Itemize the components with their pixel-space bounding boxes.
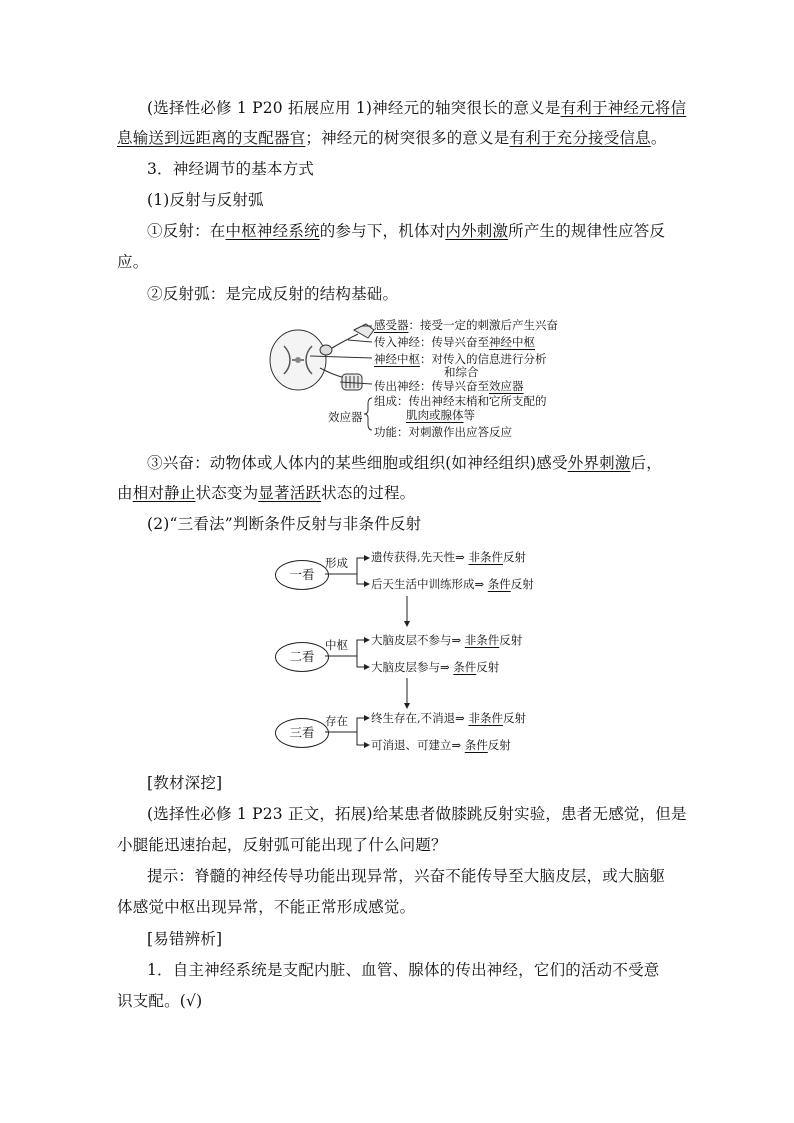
answer: 非条件 bbox=[468, 711, 503, 725]
text: 大脑皮层不参与⇒ bbox=[371, 633, 465, 647]
answer: 肌肉或腺体 bbox=[406, 408, 464, 422]
answer: 有利于充分接受信息 bbox=[509, 129, 651, 147]
reflex-def-line2: 应。 bbox=[117, 253, 149, 271]
text: 遗传获得,先天性⇒ bbox=[371, 550, 469, 564]
afferent-label bbox=[374, 335, 535, 349]
section-heading: 3．神经调节的基本方式 bbox=[147, 160, 315, 178]
three-look-flowchart bbox=[273, 540, 563, 762]
text: 终生存在,不消退⇒ bbox=[371, 711, 469, 725]
text: 传入神经：传导兴奋至 bbox=[374, 335, 489, 349]
text: 等 bbox=[463, 408, 475, 422]
error-analysis-heading: [易错辨析] bbox=[147, 930, 223, 948]
deep-dive-heading: [教材深挖] bbox=[147, 774, 223, 792]
answer: 神经中枢 bbox=[489, 335, 535, 349]
text: 由 bbox=[117, 484, 133, 502]
text: 传出神经：传导兴奋至 bbox=[374, 379, 489, 393]
text: 。 bbox=[650, 129, 667, 147]
look-three-row-a bbox=[371, 711, 526, 725]
look-one-row-b bbox=[371, 577, 534, 591]
efferent-label bbox=[374, 379, 524, 393]
effector-label: 效应器 bbox=[328, 410, 363, 424]
text: 状态变为 bbox=[195, 484, 259, 502]
text: ③兴奋：动物体或人体内的某些细胞或组织(如神经组织)感受 bbox=[147, 454, 568, 472]
look-three-ellipse: 三看 bbox=[275, 718, 329, 748]
three-look-heading: (2)“三看法”判断条件反射与非条件反射 bbox=[147, 515, 422, 533]
look-three-row-b bbox=[371, 738, 511, 752]
error-item-1-line2: 识支配。(√) bbox=[117, 992, 203, 1010]
look-one-label: 形成 bbox=[325, 556, 348, 570]
sub-heading: (1)反射与反射弧 bbox=[147, 191, 264, 209]
text: 后天生活中训练形成⇒ bbox=[371, 577, 488, 591]
look-two-row-a bbox=[371, 633, 522, 647]
hint-line2: 体感觉中枢出现异常，不能正常形成感觉。 bbox=[117, 898, 416, 916]
answer: 效应器 bbox=[489, 379, 524, 393]
deep-dive-line2: 小腿能迅速抬起，反射弧可能出现了什么问题？ bbox=[117, 836, 447, 854]
axon-meaning-line1 bbox=[147, 97, 686, 119]
text: 反射 bbox=[476, 660, 500, 674]
text: (选择性必修 1 P20 拓展应用 1)神经元的轴突很长的意义是 bbox=[147, 99, 561, 117]
text: 反射 bbox=[502, 550, 526, 564]
text: 大脑皮层参与⇒ bbox=[371, 660, 454, 674]
answer: 外界刺激 bbox=[567, 454, 631, 472]
answer: 中枢神经系统 bbox=[225, 222, 320, 240]
answer: 非条件 bbox=[468, 550, 503, 564]
look-one-ellipse: 一看 bbox=[275, 560, 329, 590]
center-label-2: 和综合 bbox=[444, 365, 479, 379]
look-one-row-a bbox=[371, 550, 526, 564]
text: 反射 bbox=[499, 633, 523, 647]
answer: 相对静止 bbox=[132, 484, 196, 502]
center-label bbox=[374, 352, 547, 366]
text: ①反射：在 bbox=[147, 222, 226, 240]
receptor-label bbox=[374, 318, 558, 332]
text: 后， bbox=[630, 454, 662, 472]
answer: 有利于神经元将信 bbox=[560, 99, 687, 117]
answer: 息输送到远距离的支配器官 bbox=[117, 129, 306, 147]
answer: 条件 bbox=[464, 738, 488, 752]
text: 状态的过程。 bbox=[321, 484, 416, 502]
answer: 非条件 bbox=[464, 633, 500, 647]
effector-composition: 组成：传出神经末梢和它所支配的 bbox=[374, 394, 547, 408]
answer: 显著活跃 bbox=[258, 484, 322, 502]
text: ：对传入的信息进行分析 bbox=[420, 352, 547, 366]
axon-meaning-line2 bbox=[117, 127, 667, 149]
effector-composition-2 bbox=[406, 408, 475, 422]
look-two-row-b bbox=[371, 660, 499, 674]
reflex-def-line1 bbox=[147, 220, 665, 242]
excitation-line1 bbox=[147, 452, 662, 474]
text: 反射 bbox=[510, 577, 534, 591]
hint-line1: 提示：脊髓的神经传导功能出现异常，兴奋不能传导至大脑皮层，或大脑躯 bbox=[147, 867, 666, 885]
error-item-1-line1: 1．自主神经系统是支配内脏、血管、腺体的传出神经，它们的活动不受意 bbox=[147, 961, 660, 979]
text: 可消退、可建立⇒ bbox=[371, 738, 465, 752]
effector-function: 功能：对刺激作出应答反应 bbox=[374, 425, 512, 439]
text: ：接受一定的刺激后产生兴奋 bbox=[408, 318, 558, 332]
text: 所产生的规律性应答反 bbox=[508, 222, 666, 240]
excitation-line2 bbox=[117, 482, 415, 504]
answer: 条件 bbox=[453, 660, 477, 674]
reflex-arc-title: ②反射弧：是完成反射的结构基础。 bbox=[147, 285, 399, 303]
text: 的参与下，机体对 bbox=[319, 222, 446, 240]
text: 反射 bbox=[487, 738, 511, 752]
look-two-label: 中枢 bbox=[325, 638, 348, 652]
answer: 条件 bbox=[487, 577, 511, 591]
text: ；神经元的树突很多的意义是 bbox=[305, 129, 510, 147]
deep-dive-line1: (选择性必修 1 P23 正文，拓展)给某患者做膝跳反射实验，患者无感觉，但是 bbox=[147, 805, 687, 823]
answer: 神经中枢 bbox=[374, 352, 420, 366]
answer: 感受器 bbox=[374, 318, 409, 332]
answer: 内外刺激 bbox=[445, 222, 509, 240]
look-two-ellipse: 二看 bbox=[275, 642, 329, 672]
text: 反射 bbox=[502, 711, 526, 725]
reflex-arc-figure bbox=[262, 308, 562, 443]
look-three-label: 存在 bbox=[325, 714, 348, 728]
